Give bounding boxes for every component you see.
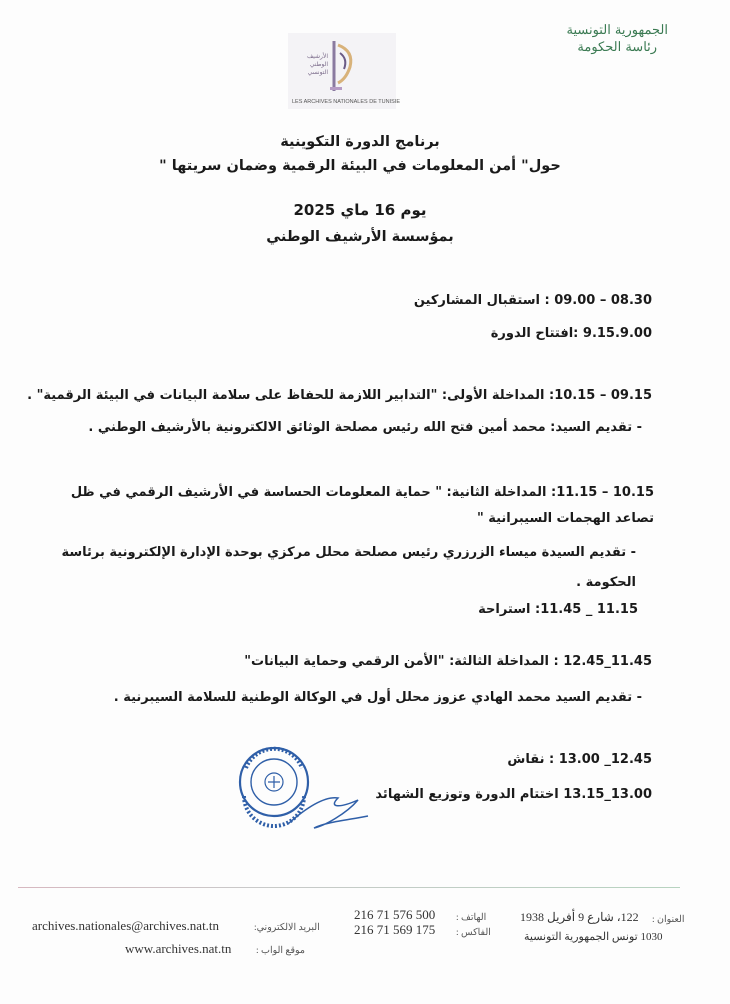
program-title: برنامج الدورة التكوينية	[280, 134, 440, 150]
footer-fax: 216 71 569 175	[354, 922, 436, 937]
footer-divider	[18, 887, 680, 888]
item-session3-speaker: - تقديم السيد محمد الهادي عزوز محلل أول في الوكالة الوطنية للسلامة السيبرنية .	[113, 690, 642, 705]
footer-phone: 216 71 576 500	[354, 907, 436, 922]
program-venue: بمؤسسة الأرشيف الوطني	[266, 229, 454, 245]
official-stamp-icon	[228, 738, 378, 838]
item-session3: 11.45_12.45 : المداخلة الثالثة: "الأمن الرقمي وحماية البيانات"	[244, 654, 652, 669]
program-subject: حول" أمن المعلومات في البيئة الرقمية وضمان سريتها "	[159, 158, 561, 174]
footer-email[interactable]: archives.nationales@archives.nat.tn	[32, 918, 220, 933]
item-opening: 9.15.9.00 :افتتاح الدورة	[490, 326, 652, 341]
footer-fax-label: الفاكس :	[456, 928, 491, 938]
item-reception: 08.30 – 09.00 : استقبال المشاركين	[413, 293, 652, 308]
item-closing: 13.00_13.15 اختتام الدورة وتوزيع الشهائد	[375, 787, 652, 802]
footer-address-line2: 1030 تونس الجمهورية التونسية	[524, 931, 663, 943]
logo-arabic-text: الأرشيف الوطني التونسي	[306, 53, 328, 76]
footer-address-label: العنوان :	[652, 915, 685, 925]
footer-phone-label: الهاتف :	[456, 913, 487, 923]
item-session1: 09.15 – 10.15: المداخلة الأولى: "التدابير اللازمة للحفاظ على سلامة البيانات في البيئة الرقمية" .	[27, 388, 652, 403]
footer-email-label: البريد الالكتروني:	[254, 923, 320, 933]
item-discussion: 12.45_ 13.00 : نقاش	[507, 752, 652, 767]
logo-caption: LES ARCHIVES NATIONALES DE TUNISIE	[292, 99, 400, 105]
item-session1-speaker: - تقديم السيد: محمد أمين فتح الله رئيس مصلحة الوثائق الالكترونية بالأرشيف الوطني .	[88, 420, 642, 435]
item-session2: 10.15 – 11.15: المداخلة الثانية: " حماية المعلومات الحساسة في الأرشيف الرقمي في ظل تصاعد الهجمات السيبرانية "	[70, 485, 654, 526]
presidency-name: رئاسة الحكومة	[577, 40, 658, 55]
government-header	[566, 22, 668, 56]
footer-website-label: موقع الواب :	[256, 946, 306, 956]
footer-website[interactable]: www.archives.nat.tn	[125, 941, 232, 956]
item-session2-speaker: - تقديم السيدة ميساء الزرزري رئيس مصلحة محلل مركزي بوحدة الإدارة الإلكترونية برئاسة الحكومة .	[61, 545, 636, 590]
republic-name: الجمهورية التونسية	[566, 23, 668, 38]
archives-logo	[288, 33, 400, 109]
item-break: 11.15 _ 11.45: استراحة	[478, 602, 638, 617]
program-date: يوم 16 ماي 2025	[293, 201, 427, 219]
footer-address-line1: 122، شارع 9 أفريل 1938	[520, 910, 639, 924]
archives-logo-icon	[288, 33, 400, 109]
